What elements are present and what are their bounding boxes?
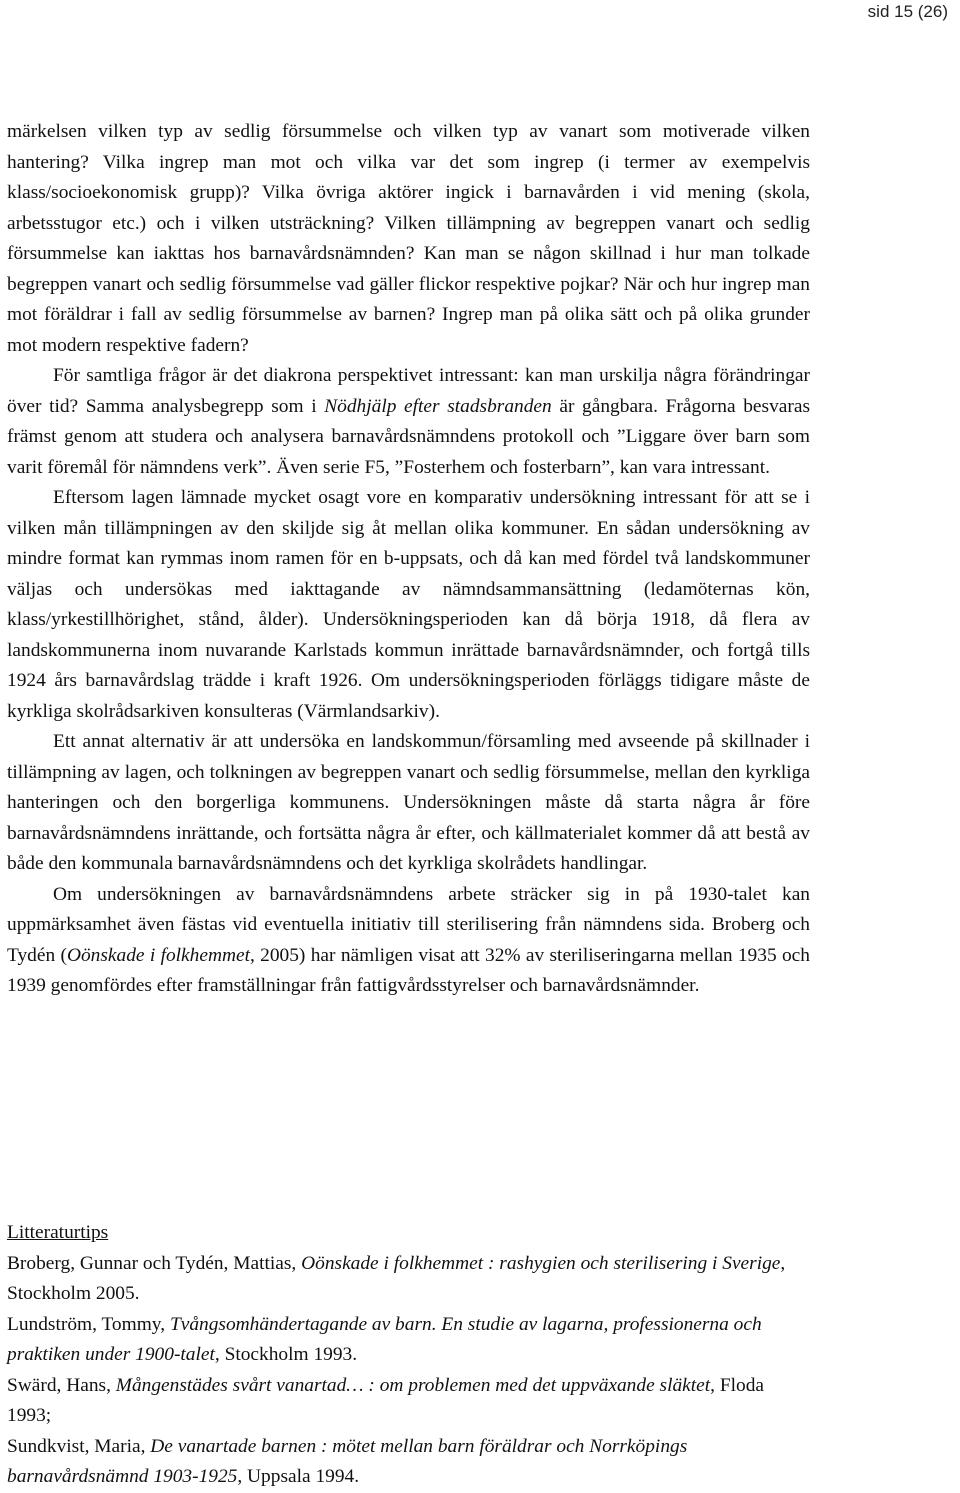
paragraph [7,483,810,727]
page-number: sid 15 (26) [867,2,948,21]
text-run: För samtliga frågor är det diakrona perspektivet intressant: kan man urskilja några förändringar över tid? Samma analysbegrepp som i [7,365,810,417]
text-run: Ett annat alternativ är att undersöka en landskommun/församling med avseende på skillnader i tillämpning av lagen, och tolkningen av begreppen vanart och sedlig försummelse, mellan den kyrkliga hanteringen och den borgerliga kommunens. Undersökningen måste då starta några år före barnavårdsnämndens inrättande, och fortsätta några år efter, och källmaterialet kommer då att bestå av både den kommunala barnavårdsnämndens och det kyrkliga skolrådets handlingar. [7,731,810,874]
text-run: Swärd, Hans, [7,1374,116,1396]
reference-item [7,1310,810,1371]
paragraph [7,117,810,361]
italic-text: Oönskade i folkhemmet : rashygien och sterilisering i Sverige [301,1252,781,1274]
reference-item [7,1249,810,1310]
reference-list [7,1249,810,1493]
italic-text: Nödhjälp efter stadsbranden [324,395,552,417]
literature-section [7,1218,810,1493]
reference-item [7,1432,810,1493]
text-run: märkelsen vilken typ av sedlig försummelse och vilken typ av vanart som motiverade vilken hantering? Vilka ingrep man mot och vilka var det som ingrep (i termer av exempelvis klass/socioekonomisk grupp)? Vilka övriga aktörer ingick i barnavården i vid mening (skola, arbetsstugor etc.) och i vilken utsträckning? Vilken tillämpning av begreppen vanart och sedlig försummelse kan iakttas hos barnavårdsnämnden? Kan man se någon skillnad i hur man tolkade begreppen vanart och sedlig försummelse vad gäller flickor respektive pojkar? När och hur ingrep man mot föräldrar i fall av sedlig försummelse av barnen? Ingrep man på olika sätt och på olika grunder mot modern respektive fadern? [7,121,810,356]
text-run: Om undersökningen av barnavårdsnämndens arbete sträcker sig in på 1930-talet kan uppmärksamhet även fästas vid eventuella initiativ till sterilisering från nämndens sida. Broberg och Tydén ( [7,883,810,966]
text-run: , 2005) har nämligen visat att 32% av steriliseringarna mellan 1935 och 1939 genomfördes efter framställningar från fattigvårdsstyrelser och barnavårdsnämnder. [7,944,810,996]
text-run: , Stockholm 2005. [7,1252,786,1304]
italic-text: De vanartade barnen : mötet mellan barn föräldrar och Norrköpings barnavårdsnämnd 1903-1925 [7,1435,688,1487]
italic-text: Oönskade i folkhemmet [66,944,250,966]
literature-heading: Litteraturtips [7,1222,109,1243]
text-run: Eftersom lagen lämnade mycket osagt vore en komparativ undersökning intressant för att se i vilken mån tillämpningen av den skiljde sig åt mellan olika kommuner. En sådan undersökning av mindre format kan rymmas inom ramen för en b-uppsats, och då kan med fördel två landskommuner väljas och undersökas med iakttagande av nämndsammansättning (ledamöternas kön, klass/yrkestillhörighet, stånd, ålder). Undersökningsperioden kan då börja 1918, då flera av landskommunerna inom nuvarande Karlstads kommun inrättade barnavårdsnämnder, och fortgå tills 1924 års barnavårdslag trädde i kraft 1926. Om undersökningsperioden förläggs tidigare måste de kyrkliga skolrådsarkiven konsulteras (Värmlandsarkiv). [7,487,810,722]
body-text [7,117,810,1002]
reference-item [7,1371,810,1432]
paragraph [7,361,810,483]
text-run: Sundkvist, Maria, [7,1435,151,1457]
text-run: är gångbara. Frågorna besvaras främst genom att studera och analysera barnavårdsnämndens protokoll och ”Liggare över barn som varit föremål för nämndens verk”. Även serie F5, ”Fosterhem och fosterbarn”, kan vara intressant. [7,395,810,478]
italic-text: Mångenstädes svårt vanartad… : om problemen med det uppväxande släktet [115,1374,711,1396]
text-run: Lundström, Tommy, [7,1313,170,1335]
text-run: , Floda 1993; [7,1374,765,1426]
italic-text: Tvångsomhändertagande av barn. En studie av lagarna, professionerna och praktiken under 1900-talet [7,1313,762,1365]
text-run: , Uppsala 1994. [237,1466,360,1487]
paragraph [7,880,810,1002]
text-run: , Stockholm 1993. [214,1344,358,1365]
text-run: Broberg, Gunnar och Tydén, Mattias, [7,1252,302,1274]
paragraph [7,727,810,880]
